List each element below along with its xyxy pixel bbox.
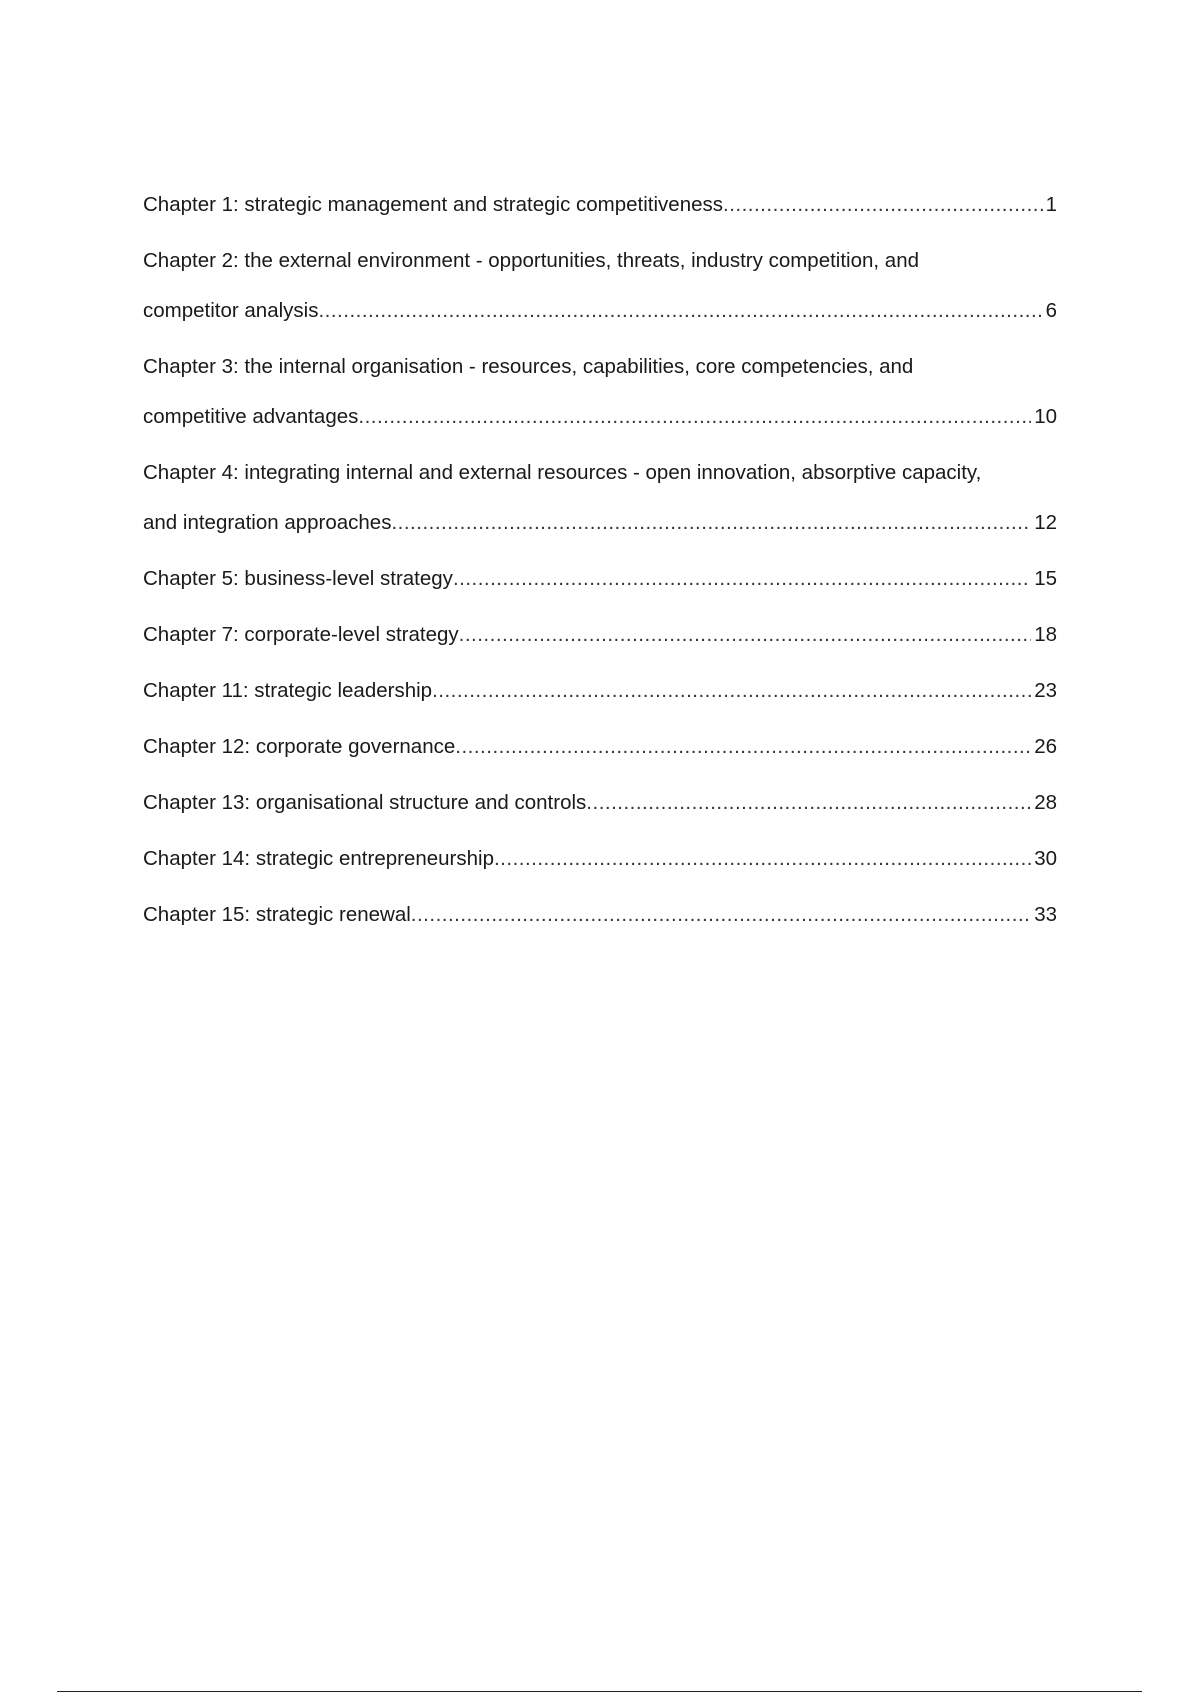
toc-entry-line: [143, 180, 1057, 230]
toc-page-number: 30: [1034, 847, 1057, 870]
toc-page-number: 10: [1034, 405, 1057, 428]
toc-entry-chapter-12[interactable]: [143, 722, 1057, 772]
toc-entry-chapter-1[interactable]: [143, 180, 1057, 230]
toc-entry-chapter-3[interactable]: [143, 342, 1057, 442]
toc-entry-chapter-14[interactable]: [143, 834, 1057, 884]
toc-entry-title: Chapter 4: integrating internal and external resources - open innovation, absorptive capacity,: [143, 461, 982, 484]
toc-entry-title: Chapter 5: business-level strategy: [143, 567, 453, 590]
dot-leader: [391, 498, 1031, 548]
toc-entry-chapter-13[interactable]: [143, 778, 1057, 828]
toc-page-number: 18: [1034, 623, 1057, 646]
toc-entry-title: Chapter 2: the external environment - opportunities, threats, industry competition, and: [143, 249, 920, 272]
toc-entry-title-continued: competitor analysis: [143, 299, 319, 322]
toc-page-number: 33: [1034, 903, 1057, 926]
toc-page-number: 1: [1045, 193, 1057, 216]
toc-entry-chapter-15[interactable]: [143, 890, 1057, 940]
toc-entry-title: Chapter 7: corporate-level strategy: [143, 623, 459, 646]
toc-entry-title: Chapter 1: strategic management and strategic competitiveness: [143, 193, 723, 216]
toc-entry-title: Chapter 13: organisational structure and controls: [143, 791, 587, 814]
toc-entry-chapter-5[interactable]: [143, 554, 1057, 604]
toc-page-number: 26: [1034, 735, 1057, 758]
dot-leader: [358, 392, 1031, 442]
toc-entry-line: [143, 610, 1057, 660]
toc-entry-chapter-4[interactable]: [143, 448, 1057, 548]
dot-leader: [459, 610, 1032, 660]
toc-entry-chapter-2[interactable]: [143, 236, 1057, 336]
toc-entry-title-continued: and integration approaches: [143, 511, 392, 534]
toc-entry-title: Chapter 3: the internal organisation - resources, capabilities, core competencies, and: [143, 355, 914, 378]
table-of-contents: [143, 180, 1057, 946]
dot-leader: [432, 666, 1031, 716]
toc-entry-line: [143, 778, 1057, 828]
toc-entry-title: Chapter 11: strategic leadership: [143, 679, 433, 702]
footer-divider: [57, 1691, 1142, 1692]
toc-entry-line: [143, 722, 1057, 772]
dot-leader: [723, 180, 1043, 230]
toc-page-number: 23: [1034, 679, 1057, 702]
toc-entry-line: [143, 666, 1057, 716]
toc-entry-title: Chapter 15: strategic renewal: [143, 903, 411, 926]
dot-leader: [494, 834, 1031, 884]
toc-page-number: 15: [1034, 567, 1057, 590]
toc-entry-line: [143, 890, 1057, 940]
toc-page-number: 12: [1034, 511, 1057, 534]
toc-entry-line: [143, 286, 1057, 336]
dot-leader: [318, 286, 1042, 336]
dot-leader: [455, 722, 1031, 772]
toc-page-number: 6: [1045, 299, 1057, 322]
toc-entry-chapter-11[interactable]: [143, 666, 1057, 716]
toc-entry-chapter-7[interactable]: [143, 610, 1057, 660]
toc-entry-line: [143, 554, 1057, 604]
toc-page-number: 28: [1034, 791, 1057, 814]
dot-leader: [586, 778, 1031, 828]
toc-entry-line: [143, 392, 1057, 442]
toc-entry-title: Chapter 14: strategic entrepreneurship: [143, 847, 494, 870]
toc-entry-title-continued: competitive advantages: [143, 405, 359, 428]
toc-entry-line: [143, 498, 1057, 548]
dot-leader: [453, 554, 1031, 604]
toc-entry-line: [143, 834, 1057, 884]
dot-leader: [411, 890, 1031, 940]
toc-entry-title: Chapter 12: corporate governance: [143, 735, 456, 758]
